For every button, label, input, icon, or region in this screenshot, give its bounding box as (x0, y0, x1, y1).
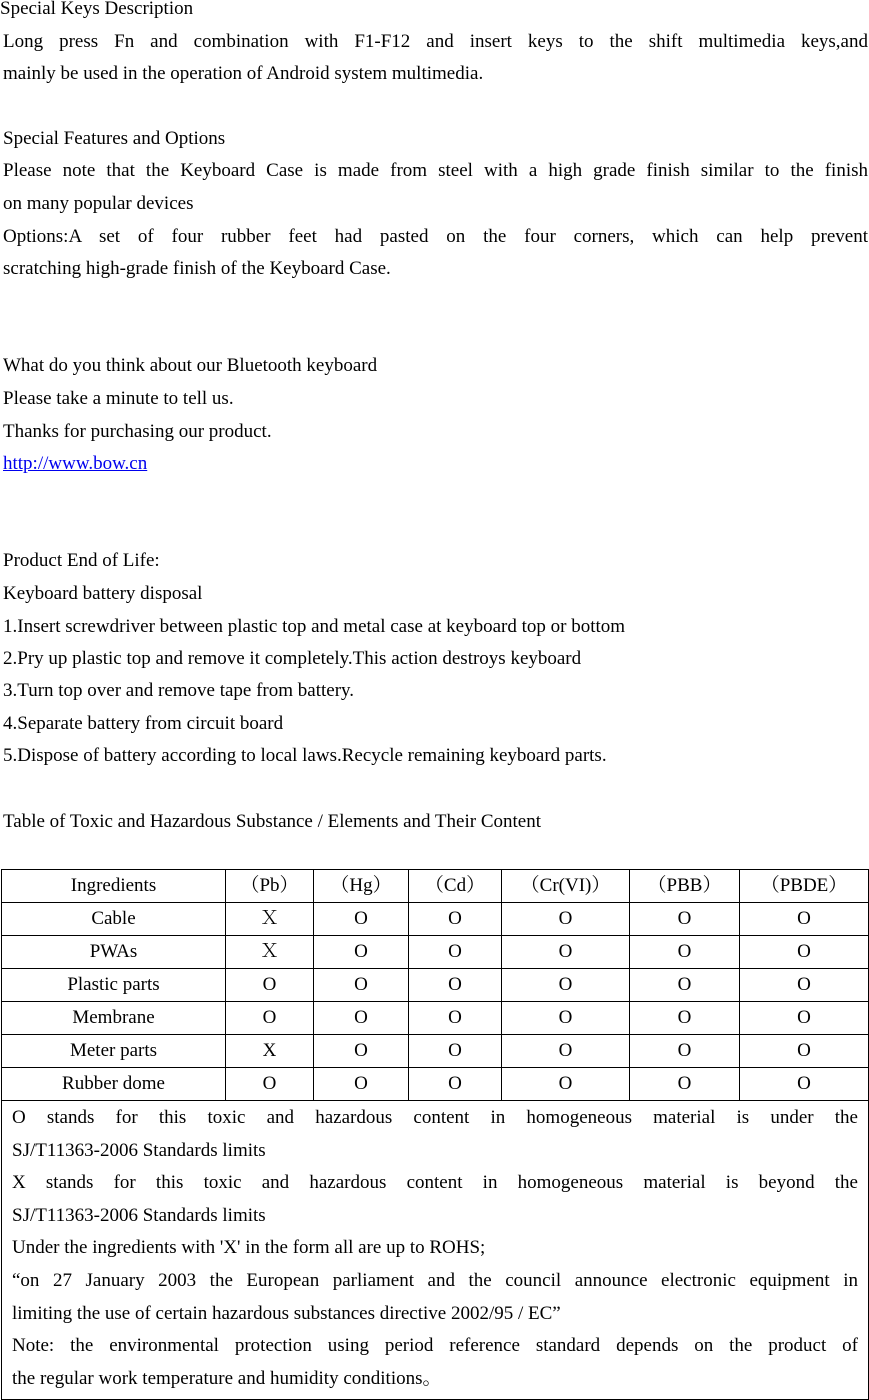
header-pbb: （PBB） (630, 870, 740, 903)
table-cell: O (740, 1035, 869, 1068)
special-keys-heading: Special Keys Description (0, 0, 194, 19)
table-row (2, 903, 869, 936)
header-cd: （Cd） (409, 870, 502, 903)
table-cell: Rubber dome (2, 1068, 226, 1101)
special-features-text-line-2: on many popular devices (3, 193, 194, 214)
website-link[interactable]: http://www.bow.cn (3, 453, 148, 474)
table-cell: Cable (2, 903, 226, 936)
table-cell: O (502, 1035, 630, 1068)
table-cell: O (314, 1002, 409, 1035)
table-cell: O (314, 1035, 409, 1068)
table-cell: X (226, 1035, 314, 1068)
special-features-heading: Special Features and Options (3, 128, 226, 149)
table-cell: O (409, 1035, 502, 1068)
special-keys-text-line-2: mainly be used in the operation of Android system multimedia. (3, 63, 484, 84)
header-pb: （Pb） (226, 870, 314, 903)
table-notes-row (2, 1101, 869, 1400)
toxic-substance-table (1, 869, 869, 1400)
table-cell: O (502, 903, 630, 936)
table-cell: O (409, 1068, 502, 1101)
table-cell: Plastic parts (2, 969, 226, 1002)
table-cell: Membrane (2, 1002, 226, 1035)
table-notes (2, 1101, 869, 1400)
disposal-step-5: 5.Dispose of battery according to local laws.Recycle remaining keyboard parts. (3, 745, 607, 766)
disposal-step-2: 2.Pry up plastic top and remove it completely.This action destroys keyboard (3, 648, 582, 669)
header-ingredients: Ingredients (2, 870, 226, 903)
table-cell: O (409, 936, 502, 969)
table-cell: O (630, 936, 740, 969)
table-cell: O (409, 1002, 502, 1035)
table-cell: Ｘ (226, 903, 314, 936)
table-cell: O (502, 936, 630, 969)
options-text-line-1: Options:A set of four rubber feet had pasted on the four corners, which can help prevent (3, 226, 868, 247)
special-features-text-line-1: Please note that the Keyboard Case is made from steel with a high grade finish similar to the finish (3, 160, 868, 181)
table-row (2, 1035, 869, 1068)
o-note-line-1: O stands for this toxic and hazardous content in homogeneous material is under the (12, 1107, 858, 1128)
table-cell: O (630, 903, 740, 936)
table-cell: O (740, 936, 869, 969)
disposal-step-1: 1.Insert screwdriver between plastic top and metal case at keyboard top or bottom (3, 616, 626, 637)
table-row (2, 969, 869, 1002)
table-cell: O (502, 1002, 630, 1035)
table-title: Table of Toxic and Hazardous Substance / Elements and Their Content (3, 811, 541, 832)
table-header-row (2, 870, 869, 903)
eu-note-line-1: “on 27 January 2003 the European parliament and the council announce electronic equipment in (12, 1269, 858, 1291)
environment-note-line-1: Note: the environmental protection using period reference standard depends on the product of (12, 1335, 858, 1357)
header-hg: （Hg） (314, 870, 409, 903)
battery-disposal-heading: Keyboard battery disposal (3, 583, 203, 604)
table-cell: O (502, 1068, 630, 1101)
header-cr-vi: （Cr(VI)） (502, 870, 630, 903)
table-cell: Ｘ (226, 936, 314, 969)
eu-note-line-2: limiting the use of certain hazardous substances directive 2002/95 / EC” (12, 1302, 561, 1324)
table-row (2, 1002, 869, 1035)
table-cell: O (409, 969, 502, 1002)
table-cell: O (740, 1068, 869, 1101)
table-cell: O (314, 936, 409, 969)
feedback-question: What do you think about our Bluetooth keyboard (3, 355, 378, 376)
end-of-life-heading: Product End of Life: (3, 550, 160, 571)
table-cell: O (740, 969, 869, 1002)
table-cell: O (226, 969, 314, 1002)
table-cell: PWAs (2, 936, 226, 969)
table-cell: O (630, 969, 740, 1002)
special-keys-text-line-1: Long press Fn and combination with F1-F12 and insert keys to the shift multimedia keys,and (3, 31, 868, 52)
table-cell: O (226, 1002, 314, 1035)
table-cell: O (740, 903, 869, 936)
table-row (2, 1068, 869, 1101)
table-cell: O (630, 1068, 740, 1101)
disposal-step-3: 3.Turn top over and remove tape from battery. (3, 680, 355, 701)
options-text-line-2: scratching high-grade finish of the Keyboard Case. (3, 258, 391, 279)
table-cell: O (226, 1068, 314, 1101)
table-cell: O (409, 903, 502, 936)
table-cell: O (630, 1035, 740, 1068)
table-cell: O (314, 1068, 409, 1101)
feedback-thanks: Thanks for purchasing our product. (3, 421, 272, 442)
header-pbde: （PBDE） (740, 870, 869, 903)
rohs-note: Under the ingredients with 'X' in the form all are up to ROHS; (12, 1237, 486, 1259)
table-row (2, 936, 869, 969)
table-cell: O (502, 969, 630, 1002)
table-cell: O (314, 903, 409, 936)
table-cell: O (314, 969, 409, 1002)
table-cell: O (630, 1002, 740, 1035)
table-cell: Meter parts (2, 1035, 226, 1068)
feedback-request: Please take a minute to tell us. (3, 388, 234, 409)
x-note-line-1: X stands for this toxic and hazardous content in homogeneous material is beyond the (12, 1172, 858, 1194)
environment-note-line-2: the regular work temperature and humidity conditions。 (12, 1367, 442, 1389)
table-cell: O (740, 1002, 869, 1035)
o-note-line-2: SJ/T11363-2006 Standards limits (12, 1139, 266, 1161)
disposal-step-4: 4.Separate battery from circuit board (3, 713, 284, 734)
x-note-line-2: SJ/T11363-2006 Standards limits (12, 1204, 266, 1226)
